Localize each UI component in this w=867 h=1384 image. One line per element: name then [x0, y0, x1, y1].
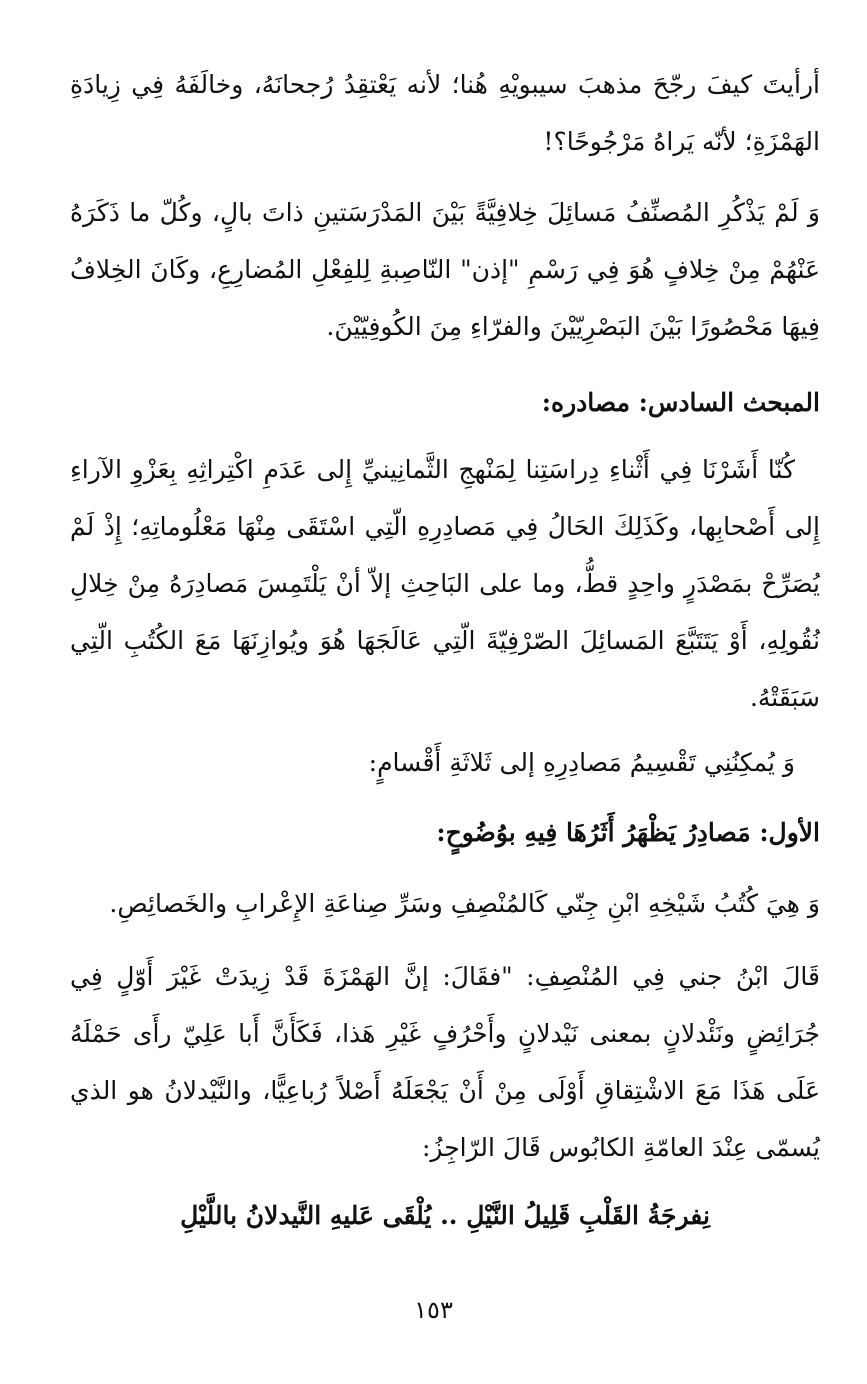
paragraph-ibn-jinni-books: وَ هِيَ كُتُبُ شَيْخِهِ ابْنِ جِنّي كَالمُنْصِفِ وسَرِّ صِناعَةِ الإِعْرابِ والخَصائِصِ.: [109, 889, 820, 918]
page-number: ١٥٣: [414, 1296, 453, 1324]
section-heading-sources: المبحث السادس: مصادره:: [541, 388, 820, 417]
paragraph-school-disputes: وَ لَمْ يَذْكُرِ المُصنِّفُ مَسائِلَ خِلافِيَّةً بَيْنَ المَدْرَسَتينِ ذاتَ بالٍ، وكُلّ ما ذَكَرَهُ عَنْهُمْ مِنْ خِلافٍ هُوَ فِي رَسْمِ "إذن" النّاصِبةِ لِلفِعْلِ المُضارِعِ، وكَانَ الخِلافُ فِيهَا مَحْصُورًا بَيْنَ البَصْرِيّيْنَ والفرّاءِ مِنَ الكُوفِيّيْنَ.: [70, 198, 821, 341]
poetry-verse: نِفرجَةُ القَلْبِ قَلِيلُ النَّيْلِ .. يُلْقَى عَليهِ النَّيدلانُ باللَّيْلِ: [180, 1201, 710, 1230]
page-body: [70, 50, 820, 1246]
paragraph-sources-intro: كُنّا أَشَرْنَا فِي أَثْناءِ دِراسَتِنا لِمَنْهجِ الثَّمانِينيِّ إِلى عَدَمِ اكْتِراثِهِ بِعَزْوِ الآراءِ إِلى أَصْحابِها، وكَذَلِكَ الحَالُ فِي مَصادِرِهِ الّتِي اسْتَقَى مِنْهَا مَعْلُوماتِهِ؛ إِذْ لَمْ يُصَرِّحْ بمَصْدَرٍ واحِدٍ قطُّ، وما على البَاحِثِ إلاّ أنْ يَلْتَمِسَ مَصادِرَهُ مِنْ خِلالِ نُقُولِهِ، أَوْ يَتَتَبَّعَ المَسائِلَ الصّرْفِيّةَ الّتِي عَالَجَهَا هُوَ ويُوازِنَهَا مَعَ الكُتُبِ الّتِي سَبَقَتْهُ.: [70, 455, 820, 712]
subheading-first-category: الأول: مَصادِرُ يَظْهَرُ أَثَرُهَا فِيهِ بوُضُوحٍ:: [436, 818, 820, 847]
paragraph-sources-division: وَ يُمكِنُنِي تَقْسِيمُ مَصادِرِهِ إلى ثَلاثَةِ أَقْسامٍ:: [368, 748, 795, 777]
paragraph-sibawayh-preference: أرأيتَ كيفَ رجّحَ مذهبَ سيبويْهِ هُنا؛ لأنه يَعْتقِدُ رُجحانَهُ، وخالَفَهُ فِي زِيادَةِ الهَمْزَةِ؛ لأنّه يَراهُ مَرْجُوحًا؟!: [70, 70, 820, 156]
paragraph-munsif-quote: قَالَ ابْنُ جني فِي المُنْصِفِ: "فقَالَ: إنَّ الهَمْزَةَ قَدْ زِيدَتْ غَيْرَ أَوّلٍ فِي جُرَائِضٍ ونَئْدلانٍ بمعنى نَيْدلانٍ وأَحْرُفٍ غَيْرِ هَذا، فَكَأَنَّ أَبا عَلِيّ رأَى حَمْلَهُ عَلَى هَذَا مَعَ الاشْتِقاقِ أَوْلَى مِنْ أَنْ يَجْعَلَهُ أَصْلاً رُباعِيًّا، والنَّيْدلانُ هو الذي يُسمّى عِنْدَ العامّةِ الكابُوس قَالَ الرّاجِزُ:: [70, 962, 820, 1162]
